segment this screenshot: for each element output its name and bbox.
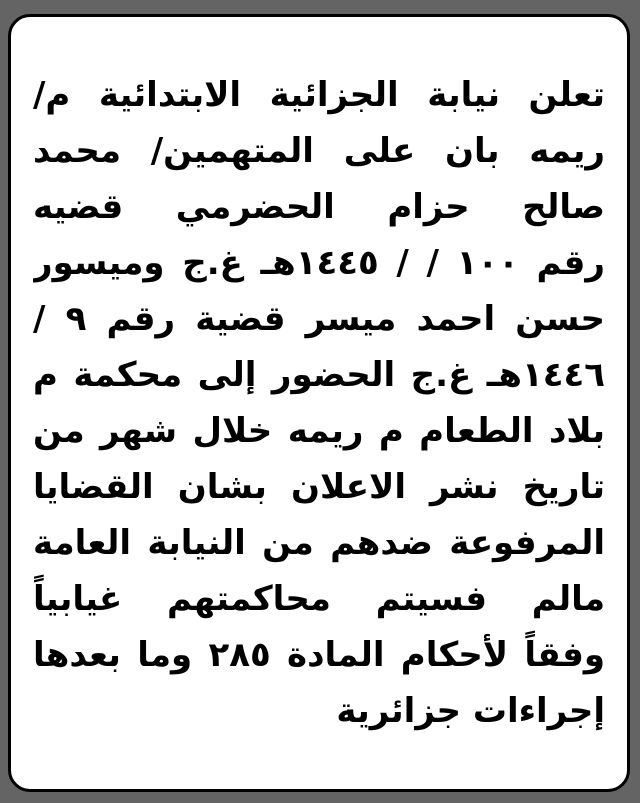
notice-line-1: تعلن نيابة الجزائية الابتدائية م/ (33, 75, 605, 115)
notice-line-4: رقم ١٠٠ / / ١٤٤٥هـ غ.ج وميسور (33, 243, 605, 283)
notice-line-8: تاريخ نشر الاعلان بشان القضايا (33, 467, 605, 507)
notice-line-12: إجراءات جزائرية (336, 691, 605, 731)
notice-line-9: المرفوعة ضدهم من النيابة العامة (33, 523, 605, 563)
notice-line-5: حسن احمد ميسر قضية رقم ٩ / (33, 299, 605, 339)
notice-text (33, 67, 605, 739)
notice-line-3: صالح حزام الحضرمي قضيه (33, 187, 605, 227)
notice-line-2: ريمه بان على المتهمين/ محمد (33, 131, 605, 171)
notice-line-10: مالم فسيتم محاكمتهم غيابياً (33, 579, 605, 619)
notice-line-11: وفقاً لأحكام المادة ٢٨٥ وما بعدها (33, 635, 605, 675)
notice-line-7: بلاد الطعام م ريمه خلال شهر من (33, 411, 605, 451)
notice-line-6: ١٤٤٦هـ غ.ج الحضور إلى محكمة م (33, 355, 605, 395)
notice-card (8, 14, 630, 792)
